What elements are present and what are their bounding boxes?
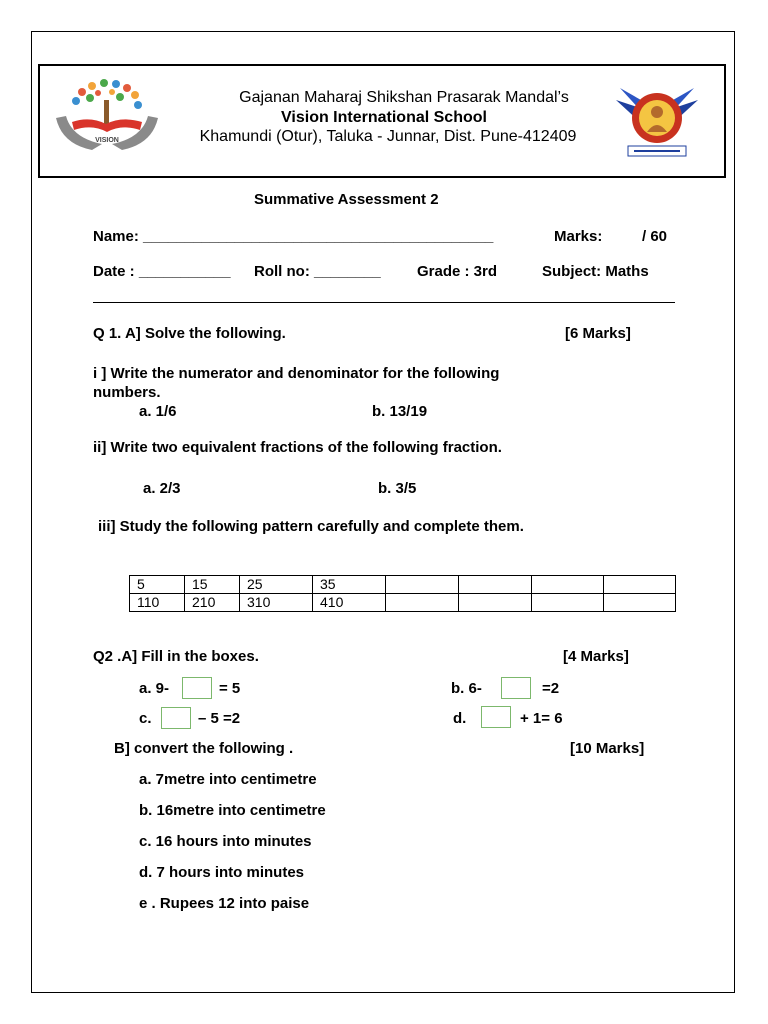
q1-i-text: i ] Write the numerator and denominator for the following bbox=[93, 365, 500, 382]
conversion-item: a. 7metre into centimetre bbox=[139, 771, 317, 788]
school-address: Khamundi (Otur), Taluka - Junnar, Dist. Pune-412409 bbox=[199, 128, 577, 145]
q2-c-suffix: – 5 =2 bbox=[198, 710, 241, 727]
pattern-cell: 310 bbox=[240, 594, 313, 612]
q2-c-answer-box[interactable] bbox=[161, 707, 191, 729]
q1-i-text-cont: numbers. bbox=[93, 384, 161, 401]
q2-b-heading: B] convert the following . bbox=[114, 740, 294, 757]
pattern-cell bbox=[386, 594, 459, 612]
subject-field: Subject: Maths bbox=[542, 263, 649, 280]
q1-heading: Q 1. A] Solve the following. bbox=[93, 325, 286, 342]
q2-d-answer-box[interactable] bbox=[481, 706, 511, 728]
q1-ii-a: a. 2/3 bbox=[143, 480, 181, 497]
svg-text:VISION: VISION bbox=[95, 137, 119, 144]
pattern-cell bbox=[459, 594, 532, 612]
q2-d-prefix: d. bbox=[453, 710, 467, 727]
marks-total: / 60 bbox=[642, 228, 668, 245]
q2-b-marks: [10 Marks] bbox=[570, 740, 645, 757]
divider-line bbox=[93, 302, 675, 303]
pattern-cell: 410 bbox=[313, 594, 386, 612]
pattern-table bbox=[129, 575, 676, 612]
date-field: Date : ___________ bbox=[93, 263, 231, 280]
q2-marks: [4 Marks] bbox=[563, 648, 629, 665]
q2-c-prefix: c. bbox=[139, 710, 152, 727]
conversion-item: e . Rupees 12 into paise bbox=[139, 895, 310, 912]
q1-iii-text: iii] Study the following pattern carefully and complete them. bbox=[98, 518, 524, 535]
q2-heading: Q2 .A] Fill in the boxes. bbox=[93, 648, 259, 665]
pattern-cell: 35 bbox=[313, 576, 386, 594]
q1-ii-b: b. 3/5 bbox=[378, 480, 417, 497]
q2-a-answer-box[interactable] bbox=[182, 677, 212, 699]
pattern-cell: 5 bbox=[130, 576, 185, 594]
q1-marks: [6 Marks] bbox=[565, 325, 631, 342]
q1-i-a: a. 1/6 bbox=[139, 403, 177, 420]
pattern-cell bbox=[532, 594, 604, 612]
grade-field: Grade : 3rd bbox=[417, 263, 498, 280]
q2-b-answer-box[interactable] bbox=[501, 677, 531, 699]
q1-i-b: b. 13/19 bbox=[372, 403, 428, 420]
q2-b-prefix: b. 6- bbox=[451, 680, 482, 697]
pattern-cell bbox=[604, 594, 676, 612]
pattern-cell: 25 bbox=[240, 576, 313, 594]
q2-a-suffix: = 5 bbox=[219, 680, 241, 697]
exam-title: Summative Assessment 2 bbox=[254, 191, 439, 208]
pattern-cell bbox=[386, 576, 459, 594]
conversion-item: b. 16metre into centimetre bbox=[139, 802, 326, 819]
pattern-cell bbox=[532, 576, 604, 594]
pattern-cell bbox=[459, 576, 532, 594]
conversion-item: d. 7 hours into minutes bbox=[139, 864, 305, 881]
name-field: Name: __________________________________________ bbox=[93, 228, 494, 245]
pattern-cell: 15 bbox=[185, 576, 240, 594]
pattern-cell bbox=[604, 576, 676, 594]
conversion-item: c. 16 hours into minutes bbox=[139, 833, 312, 850]
q2-a-prefix: a. 9- bbox=[139, 680, 170, 697]
trust-name: Gajanan Maharaj Shikshan Prasarak Mandal’s bbox=[239, 89, 569, 106]
pattern-row bbox=[130, 594, 676, 612]
pattern-row bbox=[130, 576, 676, 594]
q2-b-suffix: =2 bbox=[542, 680, 560, 697]
roll-field: Roll no: ________ bbox=[254, 263, 381, 280]
marks-label: Marks: bbox=[554, 228, 603, 245]
q2-d-suffix: + 1= 6 bbox=[520, 710, 563, 727]
pattern-cell: 210 bbox=[185, 594, 240, 612]
q1-ii-text: ii] Write two equivalent fractions of the following fraction. bbox=[93, 439, 502, 456]
school-name: Vision International School bbox=[281, 109, 487, 126]
pattern-cell: 110 bbox=[130, 594, 185, 612]
